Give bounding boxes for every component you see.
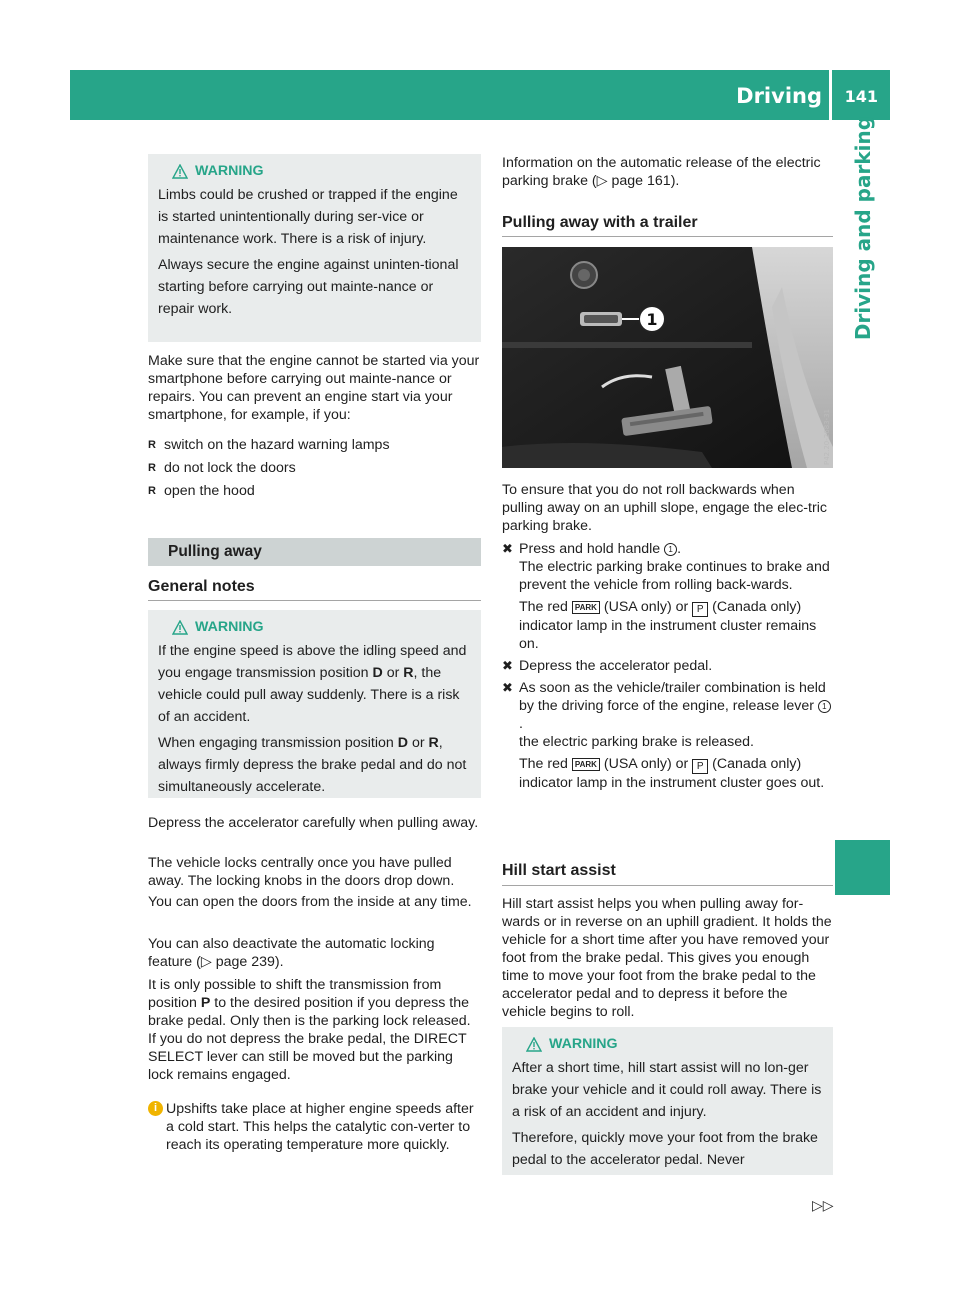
intro-paragraph: Make sure that the engine cannot be started via your smartphone before carrying out mainte-nance or repairs. You can prevent an engine start via your smartphone, for example, if you:	[148, 353, 480, 423]
list-item: ✖ Depress the accelerator pedal.	[502, 658, 713, 674]
parking-brake-indicator-icon: P	[692, 602, 708, 617]
subheading-general-notes: General notes	[148, 578, 255, 595]
heading-rule	[502, 885, 833, 886]
warning-text: When engaging transmission position D or R, always firmly depress the brake pedal and do not simultaneously accelerate.	[158, 735, 467, 795]
heading-rule	[148, 600, 481, 601]
header-bar	[70, 70, 890, 120]
page-ref-icon: ▷	[596, 173, 608, 189]
continue-icon: ▷▷	[812, 1197, 834, 1213]
callout-1-icon: 1	[818, 700, 831, 713]
side-tab	[835, 115, 890, 340]
list-item: R do not lock the doors	[148, 459, 481, 477]
warning-text: After a short time, hill start assist will no lon-ger brake your vehicle and it could roll away. There is a risk of an accident and injury.	[512, 1060, 822, 1120]
page-reference[interactable]: page 239	[215, 954, 275, 970]
step-arrow-icon: ✖	[502, 541, 513, 556]
step-arrow-icon: ✖	[502, 680, 513, 695]
page-reference[interactable]: page 161	[611, 173, 671, 189]
info-icon: i	[148, 1101, 163, 1116]
bullet-list	[148, 436, 481, 505]
warning-text: Limbs could be crushed or trapped if the engine is started unintentionally during ser-vice or maintenance work. There is a risk of injury.	[158, 187, 458, 247]
warning-heading	[526, 1033, 823, 1055]
section-title: Pulling away	[168, 543, 262, 560]
photo-callout-label: 1	[646, 310, 658, 329]
info-note	[148, 1100, 481, 1154]
heading-rule	[502, 236, 833, 237]
paragraph: It is only possible to shift the transmission from position P to the desired position if you depress the brake pedal. Only then is the parking lock released. If you do not depress the brake pedal, the DIRECT SELECT lever can still be moved but the parking lock remains engaged.	[148, 977, 471, 1083]
warning-triangle-icon	[526, 1037, 542, 1052]
page-number: 141	[844, 87, 878, 106]
warning-label: WARNING	[195, 163, 264, 179]
park-indicator-icon: PARK	[572, 758, 600, 771]
info-text: Upshifts take place at higher engine speeds after a cold start. This helps the catalytic con-verter to reach its operating temperature more quickly.	[166, 1101, 474, 1153]
section-title-bar	[148, 538, 481, 566]
step-list	[502, 540, 833, 796]
chapter-title: Driving	[736, 84, 822, 108]
list-item: ✖ Press and hold handle 1 . The electric parking brake continues to brake and prevent the vehicle from rolling back-wards. The red PARK (USA only) or P (Canada only) indicator lamp in the instrument cluster remains on.	[502, 541, 830, 652]
dashboard-photo	[502, 247, 833, 468]
paragraph: Information on the automatic release of the electric parking brake (▷ page 161).	[502, 155, 821, 189]
warning-label: WARNING	[549, 1036, 618, 1052]
warning-text: Therefore, quickly move your foot from the brake pedal to the accelerator pedal. Never	[512, 1130, 818, 1168]
warning-triangle-icon	[172, 620, 188, 635]
paragraph: The vehicle locks centrally once you have pulled away. The locking knobs in the doors drop down.	[148, 855, 455, 889]
side-marker	[835, 840, 890, 895]
side-tab-label: Driving and parking	[850, 115, 875, 340]
step-arrow-icon: ✖	[502, 658, 513, 673]
warning-label: WARNING	[195, 619, 264, 635]
list-item: ✖ As soon as the vehicle/trailer combination is held by the driving force of the engine, release lever 1. the electric parking brake is released. The red PARK (USA only) or P (Canada only) indicator lamp in the instrument cluster goes out.	[502, 679, 833, 792]
warning-box-hill-start	[502, 1027, 833, 1175]
list-item: R open the hood	[148, 482, 481, 500]
park-indicator-icon: PARK	[572, 601, 600, 614]
warning-text: If the engine speed is above the idling speed and you engage transmission position D or R, the vehicle could pull away suddenly. There is a risk of an accident.	[158, 643, 467, 725]
callout-1-icon: 1	[664, 543, 677, 556]
subheading-hill-start: Hill start assist	[502, 862, 616, 879]
paragraph: Depress the accelerator carefully when pulling away.	[148, 815, 479, 831]
list-item: R switch on the hazard warning lamps	[148, 436, 481, 454]
warning-heading	[172, 160, 471, 182]
paragraph: You can open the doors from the inside at any time.	[148, 894, 472, 910]
warning-text: Always secure the engine against uninten-tional starting before carrying out mainte-nance or repair work.	[158, 257, 459, 317]
paragraph: You can also deactivate the automatic locking feature (▷ page 239).	[148, 936, 435, 970]
warning-box-pulling-away	[148, 610, 481, 798]
parking-brake-illustration	[502, 247, 833, 468]
parking-brake-indicator-icon: P	[692, 759, 708, 774]
warning-box-engine	[148, 154, 481, 342]
header-divider	[829, 70, 832, 120]
subheading-trailer: Pulling away with a trailer	[502, 214, 698, 231]
paragraph: Hill start assist helps you when pulling away for-wards or in reverse on an uphill gradient. It holds the vehicle for a short time after you have removed your foot from the brake pedal. This gives you enough time to move your foot from the brake pedal to the accelerator pedal and to depress it before the vehicle begins to roll.	[502, 896, 832, 1020]
photo-code: P42.20-2683-31	[823, 408, 831, 465]
warning-triangle-icon	[172, 164, 188, 179]
warning-heading	[172, 616, 471, 638]
paragraph: To ensure that you do not roll backwards when pulling away on an uphill slope, engage the elec-tric parking brake.	[502, 482, 827, 534]
page-ref-icon: ▷	[200, 954, 212, 970]
